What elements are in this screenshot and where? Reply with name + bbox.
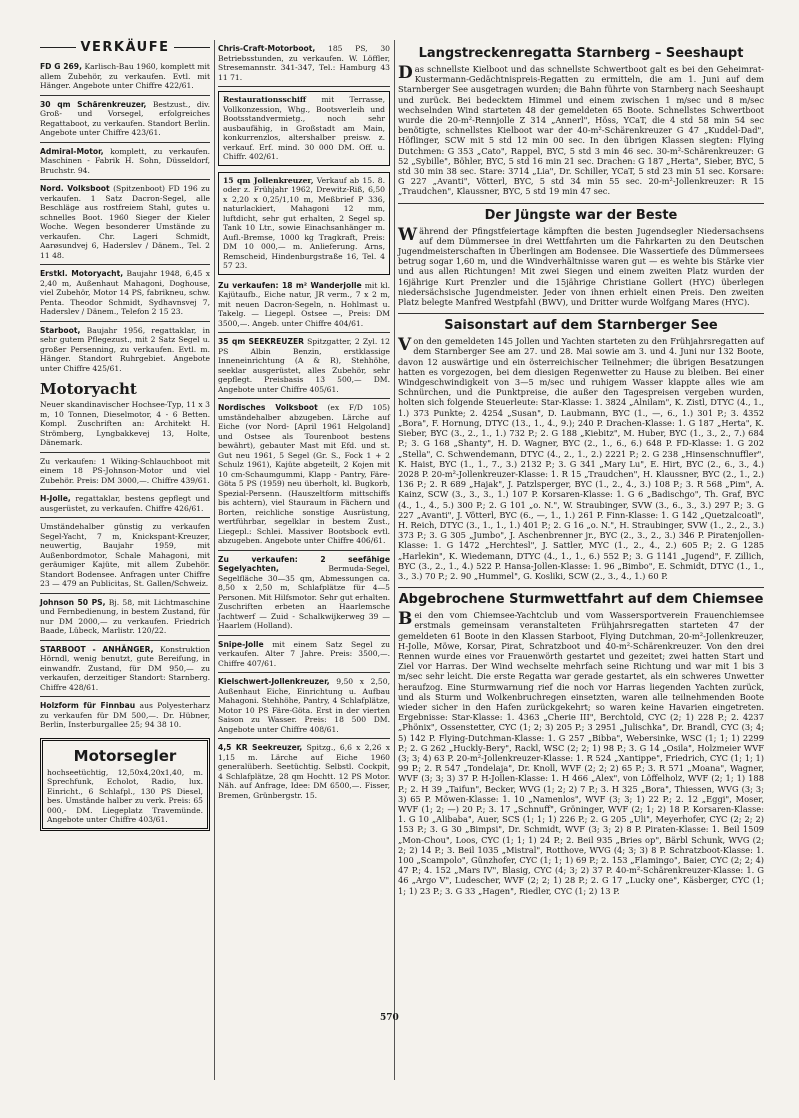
ad-lead: Restaurationsschiff — [223, 95, 307, 104]
article-divider — [398, 313, 764, 314]
classified-ad — [218, 640, 390, 674]
articles-column — [398, 44, 764, 902]
page-number: 570 — [380, 1013, 399, 1023]
article — [398, 592, 764, 896]
classifieds-column-1 — [40, 62, 210, 837]
classified-ad — [40, 598, 210, 641]
drop-cap: W — [398, 224, 418, 245]
ad-lead: 35 qm SEEKREUZER — [218, 337, 305, 346]
article-body — [398, 226, 764, 308]
column-divider — [214, 40, 215, 1080]
ad-lead: Holzform für Finnbau — [40, 701, 136, 710]
ad-text: Spitzg., 6,6 x 2,26 x 1,15 m. Lärche auf Eiche 1960 generalüberh. Seetüchtig. Selbstl. Cockpit, 4 Schlafplätze, 28 qm Hochtt. 12 PS Motor. Näh. auf Anfrage, Idee: DM 6500,—. Fisser, Bremen, Grünbergstr. 15. — [218, 743, 390, 800]
ad-lead: Zu verkaufen: 18 m² Wanderjolle — [218, 280, 362, 290]
ad-text: mit Terrasse, Vollkonzession, Whg., Bootsverleih und Bootsstandvermietg., noch sehr ausbaufähig, in Großstadt am Main, konkurrenzlos, altershalber preisw. z. verkauf. Erf. mind. 30 000 DM. Off. u. Chiffr. 402/61. — [223, 95, 385, 161]
ad-lead: 30 qm Schärenkreuzer, — [40, 99, 147, 109]
classified-ad — [40, 494, 210, 518]
ad-text: 185 PS, 30 Betriebsstunden, zu verkaufen. W. Löffler, Stresemannstr. 341-347, Tel.: Hamburg 43 11 71. — [218, 44, 390, 82]
classified-ad — [40, 184, 210, 265]
ad-lead: Johnson 50 PS, — [40, 597, 106, 607]
article-body — [398, 336, 764, 581]
ad-text: Karlisch-Bau 1960, komplett mit allem Zubehör, zu verkaufen. Evtl. mit Hänger. Angebote unter Chiffre 422/61. — [40, 62, 210, 90]
ad-lead: FD G 269, — [40, 62, 82, 71]
ad-text: Baujahr 1956, regattaklar, in sehr gutem Pflegezust., mit 2 Satz Segel u. großer Persenning, zu verkaufen. Evtl. m. Hänger. Standort Ruhrgebiet. Angebote unter Chiffre 425/61. — [40, 325, 210, 373]
article-text: ährend der Pfingstfeiertage kämpften die besten Jugendsegler Niedersachsens auf dem Dümmersee in drei Wettfahrten um die Fahrkarten zu den Deutschen Jugendmeisterschaften in Überlingen am Bodensee. Die Wassertiefe des Dümmersees betrug sogar 1,60 m, und die Windverhältnisse waren gut — es wehte bis Stärke vier und aus allen Richtungen! Mit zwei Siegen und einem zweiten Platz wurden der 16jährige Kurt Prenzler und die 15jährige Christiane Gollert (HYC) überlegen niedersächsische Jugendmeister. Jeder von ihnen erhielt einen Preis. Den zweiten Platz belegte Manfred Westpfahl (BWV), und Dritter wurde Wolfgang Mares (HYC). — [398, 225, 764, 308]
classified-ad — [40, 269, 210, 322]
article — [398, 318, 764, 581]
ad-text: komplett, zu verkaufen. Maschinen - Fabrik H. Sohn, Düsseldorf, Bruchstr. 94. — [40, 146, 211, 175]
ad-text: mit einem Satz Segel zu verkaufen. Alter 7 Jahre. Preis: 3500,—. Chiffre 407/61. — [218, 639, 390, 668]
ad-text: Umständehalber günstig zu verkaufen Segel-Yacht, 7 m, Knickspant-Kreuzer, neuwertig, Baujahr 1959, mit Außenbordmotor, Schale Mahagoni, mit geräumiger Kajüte, mit allem Zubehör. Standort Bodensee. Anfragen unter Chiffre 23 — 479 an Publicitas, St. Gallen/Schweiz. — [40, 522, 210, 588]
section-title-verkaeufe — [40, 40, 210, 56]
article — [398, 46, 764, 197]
article-title: Saisonstart auf dem Starnberger See — [444, 318, 718, 334]
classified-ad — [40, 645, 210, 698]
article-divider — [398, 587, 764, 588]
article-text: on den gemeldeten 145 Jollen und Yachten starteten zu den Frühjahrsregatten auf dem Starnberger See am 27. und 28. Mai sowie am 3. und 4. Juni nur 132 Boote, davon 12 auswärtige und ein österreichischer Teilnehmer; die übrigen Besatzungen hatten es vorgezogen, bei dem diesigen Regenwetter zu Hause zu bleiben. Bei einer Windgeschwindigkeit von 3—5 m/sec und ruhigem Wasser klappte alles wie am Schnürchen, und die Punktpreise, die außer den Tagespreisen vergeben wurden, holten sich folgende Steuerleute: Star-Klasse: 1. 3824 „Alnilam", K. Zistl, DTYC (4., 1., 1.) 373 Punkte; 2. 4254 „Susan", D. Laubmann, BYC (1., —, 6., 1.) 301 P.; 3. 4352 „Bora", F. Hornung, DTYC (13., 1., 4., 9.); 240 P. Drachen-Klasse: 1. G 187 „Herta", K. Sieber, BYC (3., 2., 1., 1.) 732 P.; 2. G 188 „Kiebitz", M. Huber, BYC (1., 3., 2., 7.) 684 P.; 3. G 168 „Shanty", H. D. Wagner, BYC (2., 1., 6., 6.) 648 P. FD-Klasse: 1. G 202 „Stella", C. Schwendemann, DTYC (4., 2., 1., 2.) 2221 P.; 2. G 238 „Hinsenschnuffler", K. Haist, BYC (1., 1., 7., 3.) 2132 P.; 3. G 341 „Mary Lu", E. Hirt, BYC (2., 6., 3., 4.) 2028 P. 20-m²-Jollenkreuzer-Klasse: 1. R 15 „Traudchen", H. Klaussner, BYC (2., 1., 2.) 136 P.; 2. R 689 „Hajak", J. Patzlsperger, BYC (1., 2., 4., 3.) 108 P.; 3. R 568 „Pim", A. Kainz, SCW (3., 3., 3., 1.) 107 P. Korsaren-Klasse: 1. G 6 „Badischgo", Th. Graf, BYC (4., 1., 4., 5.) 300 P.; 2. G 101 „o. N.", W. Straubinger, SVW (3., 6., 3., 3.) 297 P.; 3. G 227 „Avanti", J. Vötterl, BYC (6., —, 1., 1.) 261 P. Finn-Klasse: 1. G 142 „Quetzalcoatl", H. Reich, DTYC (3., 1., 1., 1.) 401 P.; 2. G 16 „o. N.", H. Straubinger, SVW (1., 2., 2., 3.) 373 P.; 3. G 305 „Jumbo", J. Aschenbrenner jr., BYC (2., 3., 2., 3.) 346 P. Piratenjollen-Klasse: 1. G 1472 „Herchtesl", J. Sattler, MYC (1., 2., 4., 2.) 605 P.; 2. G 1285 „Harlekin", K. Wiedemann, DTYC (4., 1., 1., 6.) 552 P.; 3. G 1141 „Jugend", F. Zillich, BYC (3., 2., 1., 4.) 522 P. Hansa-Jollen-Klasse: 1. 96 „Bimbo", E. Schmidt, DTYC (1., 1., 3., 3.) 70 P.; 2. 90 „Hummel", G. Kosliki, SCW (2., 3., 4., 1.) 60 P. — [398, 336, 764, 581]
ad-text: regattaklar, bestens gepflegt und ausgerüstet, zu verkaufen. Chiffre 426/61. — [40, 494, 210, 513]
article-text: ei den vom Chiemsee-Yachtclub und vom Wassersportverein Frauenchiemsee erstmals gemeinsam veranstalteten Frühjahrsregatten starteten 47 der gemeldeten 61 Boote in den Klassen Starboot, Flying Dutchman, 20-m²-Jollenkreuzer, H-Jolle, Möwe, Korsar, Pirat, Schratzboot und 40-m²-Schärenkreuzer. Von den drei Rennen wurde eines vor Frauenwörth gestartet und gezeitet; zwei hatten Start und Ziel vor Harras. Der Wind wechselte mehrfach seine Richtung und war mit 1 bis 3 m/sec sehr leicht. Die erste Regatta war gerade gestartet, als ein schweres Unwetter heraufzog. Eine Sturmwarnung rief die noch vor Harras liegenden Yachten zurück, und als Sturm und Wolkenbruchregen einsetzten, waren alle teilnehmenden Boote wieder sicher in den Hafen zurückgekehrt; so waren keine Havarien eingetreten. Ergebnisse: Star-Klasse: 1. 4363 „Cherie III", Berchtold, CYC (2; 1) 228 P.; 2. 4237 „Phönix", Ossenstetter, CYC (1; 2; 3) 205 P.; 3 2951 „Julischka", Dr. Brandl, CYC (3; 4; 5) 142 P. Flying-Dutchman-Klasse: 1. G 257 „Bibba", Webersinke, WSC (1; 1; 1) 2299 P.; 2. G 262 „Huckly-Bery", Rackl, WSC (2; 2; 1) 98 P.; 3. G 14 „Osila", Holzmeier WVF (3; 3; 4) 63 P. 20-m²-Jollenkreuzer-Klasse: 1. R 524 „Xantippe", Friedrich, CYC (1; 1; 1) 99 P.; 2. R 547 „Tondelaja", Dr. Knoll, WVF (2; 2; 2) 65 P.; 3. R 571 „Moana", Wagner, WVF (3; 3; 3) 37 P. H-Jollen-Klasse: 1. H 466 „Alex", von Löffelholz, WVF (2; 1; 1) 188 P.; 2. H 39 „Taifun", Becker, WVG (1; 2; 2) 7 P.; 3. H 325 „Bora", Thiessen, WVG (3; 3; 3) 65 P. Möwen-Klasse: 1. 10 „Namenlos", WVF (3; 3; 1) 22 P.; 2. 12 „Eggi", Moser, WVF (1; 2; —) 20 P.; 3. 17 „Schnuff", Gröninger, WVF (2; 1; 2) 18 P. Korsaren-Klasse: 1. G 10 „Alibaba", Auer, SCS (1; 1; 1) 226 P.; 2. G 205 „Uli", Meyerhofer, CYC (2; 2; 2) 153 P.; 3. G 30 „Bimpsi", Dr. Schmidt, WVF (3; 3; 2) 8 P. Piraten-Klasse: 1. Beil 1509 „Mon-Chou", Loos, CYC (1; 1; 1) 24 P.; 2. Beil 935 „Bries op", Bärbl Schunk, WVG (2; 2; 2) 14 P.; 3. Beil 1035 „Mistral", Rotthove, WVG (4; 3; 3) 8 P. Schratzboot-Klasse: 1. 100 „Scampolo", Günzhofer, CYC (1; 1; 1) 69 P.; 2. 153 „Flamingo", Baier, CYC (2; 2; 4) 47 P.; 4. 152 „Mars IV", Blasig, CYC (4; 3; 2) 37 P. 40-m²-Schärenkreuzer-Klasse: 1. G 46 „Argo V", Ludescher, WVF (2; 2; 1) 28 P.; 2. G 17 „Lucky one", Käsberger, CYC (1; 1; 1) 23 P.; 3. G 33 „Hagen", Riedler, CYC (1; 2) 13 P. — [398, 610, 764, 896]
motoryacht-text: Neuer skandinavischer Hochsee-Typ, 11 x 3 m, 10 Tonnen, Dieselmotor, 4 - 6 Betten. Kompl. Zuschriften an: Architekt H. Strömberg, Lyngbakkevej 13, Holte, Dänemark. — [40, 400, 210, 447]
drop-cap: V — [398, 335, 412, 356]
ad-lead: 15 qm Jollenkreuzer, — [223, 175, 314, 185]
classified-ad — [40, 326, 210, 378]
ad-text: Bermuda-Segel, Segelfläche 30—35 qm, Abmessungen ca. 8,50 x 2,50 m, Schlafplätze für 4—5 Personen. Mit Hilfsmotor. Sehr gut erhalten. Zuschriften erbeten an Haarlemsche Jachtwerf — Zuid - Schalkwijkerweg 39 — Haarlem (Holland). — [218, 564, 391, 630]
ad-lead: Nord. Volksboot — [40, 184, 110, 193]
ad-text: Zu verkaufen: 1 Wiking-Schlauchboot mit einem 18 PS-Johnson-Motor und viel Zubehör. Preis: DM 3000,—. Chiffre 439/61. — [40, 456, 210, 485]
article-body — [398, 64, 764, 197]
ad-lead: Snipe-Jolle — [218, 639, 264, 649]
classified-ad — [218, 337, 390, 399]
article-title: Abgebrochene Sturmwettfahrt auf dem Chiemsee — [398, 592, 764, 608]
classified-list — [40, 62, 210, 377]
column-divider — [394, 40, 395, 1080]
ad-text: Bj. 58, mit Lichtmaschine und Fernbedienung, in bestem Zustand, für nur DM 2000,— zu verkaufen. Friedrich Baade, Lübeck, Marlistr. 120/22. — [40, 597, 210, 635]
ad-text: Spitzgatter, 2 Zyl. 12 PS Albin Benzin, erstklassige Inneneinrichtung (A & R), Stehhöhe, seeklar ausgerüstet, alles Zubehör, sehr gepflegt. Preisbasis 13 500,— DM. Angebote unter Chiffre 405/61. — [218, 337, 390, 394]
motorsegler-ad — [40, 738, 210, 831]
section-title-text: VERKÄUFE — [76, 40, 173, 55]
ad-lead: Chris-Craft-Motorboot, — [218, 44, 316, 53]
ad-text: Verkauf ab 15. 8. oder z. Frühjahr 1962, Drewitz-Riß, 6,50 x 2,20 x 0,25/1,10 m, Meßbrief P 336, naturlackiert, Mahagoni 12 mm, luftdicht, sehr gut erhalten, 2 Segel sp. Tank 10 Ltr., sowie Einachsanhänger m. Aufl.-Bremse, 1000 kg Tragkraft, Preis: DM 10 000,— m. Anlieferung. Arns, Remscheid, Hindenburgstraße 16, Tel. 4 57 23. — [223, 175, 385, 270]
article-text: as schnellste Kielboot und das schnellste Schwertboot galt es bei den Geheimrat-Kustermann-Gedächtnispreis-Regatten zu ermitteln, die am 1. Juni auf dem Starnberger See ausgetragen wurden; die Bahn führte von Starnberg nach Seeshaupt und zurück. Bei bedecktem Himmel und einem zwischen 1 m/sec und 8 m/sec wechselnden Wind starteten 48 der gemeldeten 65 Boote. Schnellstes Schwertboot wurde die 20-m²-Rennjolle Z 314 „Annerl", Höss, YCaT, die 4 std 58 min 54 sec benötigte, schnellstes Kielboot war der 40-m²-Schärenkreuzer G 47 „Kuddel-Dad", Höflinger, SCW mit 5 std 12 min 00 sec. In den übrigen Klassen siegten: Flying Dutchmen: G 353 „Cato", Rappel, BYC, 5 std 3 min 46 sec. 30-m²-Schärenkreuzer: G 52 „Sybille", Böhler, BYC, 5 std 16 min 21 sec. Drachen: G 187 „Herta", Sieber, BYC, 5 std 30 min 38 sec. Stare: 3714 „Lia", Dr. Schiller, YCaT, 5 std 23 min 51 sec. Korsare: G 227 „Avanti", Vötterl, BYC, 5 std 34 min 55 sec. 20-m²-Jollenkreuzer: R 15 „Traudchen", Klaussner, BYC, 5 std 19 min 47 sec. — [398, 64, 764, 197]
classified-ad — [218, 677, 390, 739]
classifieds-column-2 — [218, 44, 390, 808]
ad-lead: Admiral-Motor, — [40, 146, 104, 156]
ad-lead: STARBOOT - ANHÄNGER, — [40, 644, 154, 654]
classified-ad — [218, 281, 390, 334]
article-divider — [398, 203, 764, 204]
ad-text: Bestzust., div. Groß- und Vorsegel, erfolgreiches Regattaboot, zu verkaufen. Standort Berlin. Angebote unter Chiffre 423/61. — [40, 99, 210, 137]
classified-ad — [218, 743, 390, 804]
ad-lead: Zu verkaufen: 2 seefähige Segelyachten, — [218, 554, 390, 573]
ad-lead: 4,5 KR Seekreuzer, — [218, 743, 303, 752]
classified-ad — [40, 701, 210, 734]
article — [398, 208, 764, 308]
drop-cap: D — [398, 63, 413, 83]
classified-ad — [40, 62, 210, 96]
classified-ad — [40, 522, 210, 594]
article-body — [398, 610, 764, 896]
motorsegler-text: hochseetüchtig, 12,50x4,20x1,40, m. Sprechfunk, Echolot, Radio, lux. Einricht., 6 Schlafpl., 130 PS Diesel, bes. Umstände halber zu verk. Preis: 65 000,- DM. Liegeplatz Travemünde. Angebote unter Chiffre 403/61. — [47, 767, 203, 824]
ad-text: Konstruktion Hörndl, wenig benutzt, gute Bereifung, in einwandfr. Zustand, für DM 950,— zu verkaufen, derzeitiger Standort: Starnberg. Chiffre 428/61. — [40, 644, 211, 692]
ad-text: Baujahr 1948, 6,45 x 2,40 m, Außenhaut Mahagoni, Doghouse, viel Zubehör, Motor 14 PS, fabrikneu, schw. Penta. Theodor Schmidt, Sydhavnsvej 7, Haderslev / Dänem., Telefon 2 15 23. — [40, 269, 210, 316]
ad-lead: Erstkl. Motoryacht, — [40, 269, 124, 278]
ad-text: mit kl. Kajütaufb., Eiche natur, JR verm., 7 x 2 m, mit neuen Dacron-Segeln, n. Hohlmast u. Takelg. — Liegepl. Ostsee —, Preis: DM 3500,—. Angeb. unter Chiffre 404/61. — [218, 280, 390, 328]
classified-ad — [40, 457, 210, 491]
classified-ad — [218, 555, 390, 636]
article-title: Langstreckenregatta Starnberg – Seeshaupt — [418, 46, 744, 61]
ad-text: 9,50 x 2,50, Außenhaut Eiche, Einrichtung u. Aufbau Mahagoni. Stehhöhe, Pantry, 4 Schlafplätze, Motor 10 PS Färe-Göta. Erst in der vierten Saison zu Wasser. Preis: 18 500 DM. Angebote unter Chiffre 408/61. — [218, 677, 390, 734]
drop-cap: B — [398, 609, 413, 630]
classified-ad — [40, 147, 210, 181]
ad-lead: Starboot, — [40, 325, 81, 335]
classified-ad — [218, 91, 390, 166]
motoryacht-ad — [40, 381, 210, 453]
ad-text: aus Polyesterharz zu verkaufen für DM 500,—. Dr. Hübner, Berlin, Insterburgallee 25; 94 38 10. — [40, 701, 210, 729]
ad-lead: Nordisches Volksboot — [218, 403, 318, 412]
ad-lead: H-Jolle, — [40, 494, 71, 503]
classified-ad — [218, 44, 390, 87]
article-title: Der Jüngste war der Beste — [484, 207, 678, 223]
ad-text: (Spitzenboot) FD 196 zu verkaufen. 1 Satz Dacron-Segel, alle Beschläge aus rostfreiem Stahl, gutes u. schnelles Boot. 1960 Sieger der Kieler Woche. Wegen besonderer Umstände zu verkaufen. Chr. Lageri Schmidt, Aarøsundvej 6, Haderslev / Dänem., Tel. 2 11 48. — [40, 184, 210, 260]
ad-lead: Kielschwert-Jollenkreuzer, — [218, 677, 330, 686]
classified-ad — [218, 403, 390, 551]
ad-text: (ex F/D 105) umständehalber abzugeben. Lärche auf Eiche (vor Nord- [April 1961 Helgoland] und Ostsee als Tourenboot bestens bewährt), gebauter Mast mit Efd. und st. Gut neu 1961, 5 Segel (Gr. S., Fock 1 + 2 Schulz 1961), Kajüte abgeteilt, 2 Kojen mit 10 cm-Schaumgummi, Klapp - Pantry, Färe-Göta 5 PS (1959) neu überholt, kl. Bugkorb, Spezial-Persenn. (Hauszeltform mittschiffs bis achtern), viel Stauraum in Fächern und Borten, reichliche sonstige Ausrüstung, wertführbar, segelklar in bestem Zust., Liegepl.: Schlei. Massiver Bootsbock evtl. abzugeben. Angebote unter Chiffre 406/61. — [218, 403, 390, 545]
motoryacht-heading: Motoryacht — [40, 380, 137, 398]
classified-ad — [218, 172, 390, 275]
classified-list — [40, 457, 210, 734]
motorsegler-heading: Motorsegler — [73, 746, 177, 765]
classified-ad — [40, 100, 210, 143]
